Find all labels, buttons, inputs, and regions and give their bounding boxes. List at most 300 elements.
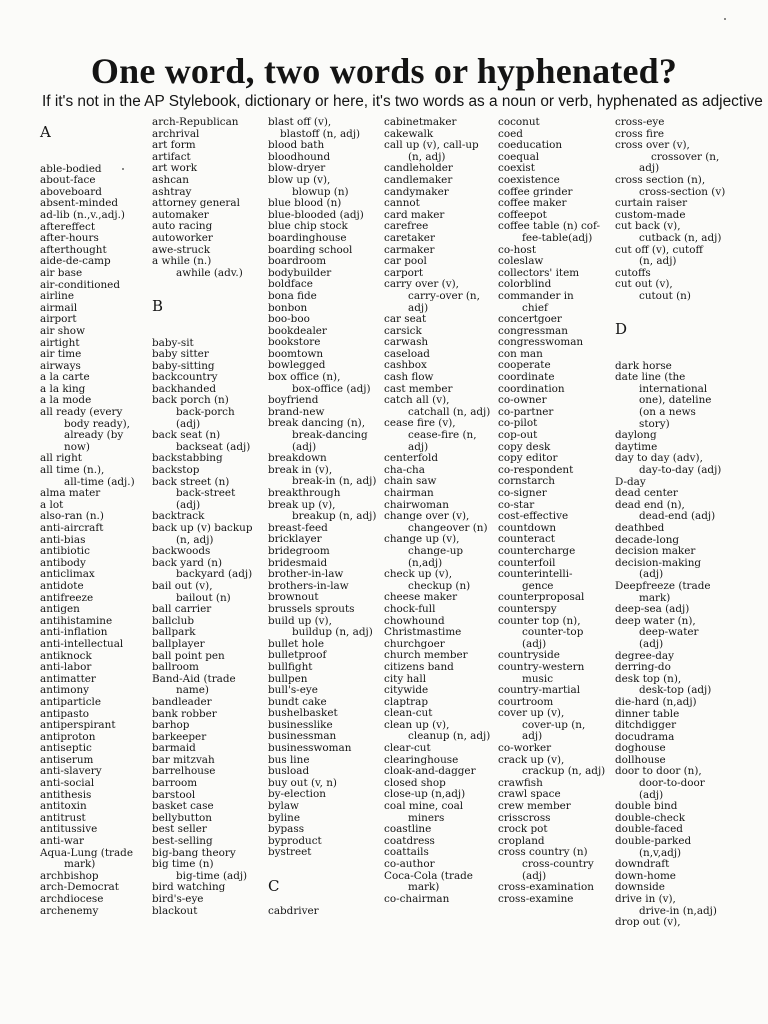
section-letter: A — [40, 123, 51, 141]
entry-word: coconut — [498, 116, 540, 128]
entry-word: catch all (v), — [384, 394, 450, 407]
entry-word: bushelbasket — [268, 707, 338, 720]
entry-word: cashbox — [384, 359, 427, 372]
entry-word: archdiocese — [40, 893, 104, 905]
entry-word: bonbon — [268, 301, 308, 314]
entry-word: backtrack — [152, 510, 205, 523]
word-column-4 — [384, 117, 490, 905]
entry-word: break in (v), — [268, 463, 333, 476]
entry-word: candleholder — [384, 162, 453, 175]
entry-continuation: mark) — [64, 858, 96, 871]
entry-word: country-martial — [498, 684, 581, 697]
entry-continuation: desk-top (adj) — [639, 684, 712, 697]
entry-word: coordinate — [498, 371, 555, 384]
entry-continuation: mark) — [639, 591, 671, 604]
entry-word: cease fire (v), — [384, 417, 456, 430]
entry-word: antiseptic — [40, 742, 92, 755]
entry-continuation: buildup (n, adj) — [292, 626, 373, 639]
entry-word: automaker — [152, 208, 209, 221]
entry-word: blackout — [152, 904, 198, 917]
entry-word: close-up (n,adj) — [384, 788, 466, 801]
entry-word: cabdriver — [268, 904, 319, 917]
entry-word: cross over (v), — [615, 139, 690, 152]
entry-word: cabinetmaker — [384, 116, 457, 128]
entry-word: churchgoer — [384, 637, 445, 650]
entry-continuation: door-to-door — [639, 777, 705, 790]
entry-continuation: drive-in (n,adj) — [639, 904, 717, 917]
entry-word: absent-minded — [40, 197, 119, 210]
entry-word: breast-feed — [268, 521, 328, 534]
entry-word: drop out (v), — [615, 916, 681, 929]
entry-word: door to door (n), — [615, 765, 702, 778]
entry-word: cross-examination — [498, 881, 594, 894]
entry-word: boyfriend — [268, 394, 319, 407]
entry-continuation: backyard (adj) — [176, 568, 253, 581]
entry-word: all right — [40, 452, 82, 465]
entry-word: barrelhouse — [152, 765, 216, 778]
entry-word: ballpark — [152, 626, 196, 639]
entry-continuation: story) — [639, 417, 670, 430]
entry-word: archrival — [152, 127, 200, 140]
entry-continuation: blastoff (n, adj) — [280, 127, 361, 140]
entry-word: blast off (v), — [268, 116, 332, 128]
entry-continuation: catchall (n, adj) — [408, 405, 491, 418]
entry-continuation: cleanup (n, adj) — [408, 730, 491, 743]
entry-word: alma mater — [40, 487, 101, 500]
entry-word: daytime — [615, 440, 658, 453]
entry-word: cross section (n), — [615, 173, 706, 186]
entry-continuation: international — [639, 382, 708, 395]
entry-continuation: break-dancing — [292, 429, 368, 442]
entry-word: counterproposal — [498, 591, 585, 604]
entry-word: coffee maker — [498, 197, 567, 210]
entry-word: drive in (v), — [615, 893, 676, 905]
entry-word: card maker — [384, 208, 445, 221]
entry-word: coleslaw — [498, 255, 544, 268]
entry-word: con man — [498, 347, 543, 360]
entry-word: counterspy — [498, 602, 557, 615]
entry-word: chowhound — [384, 614, 445, 627]
entry-word: counterintelli- — [498, 568, 573, 581]
entry-word: brothers-in-law — [268, 579, 349, 592]
entry-word: airtight — [40, 336, 80, 349]
spacer — [152, 326, 253, 338]
entry-word: brother-in-law — [268, 568, 344, 581]
entry-word: bylaw — [268, 800, 299, 813]
entry-word: aftereffect — [40, 220, 96, 233]
entry-word: archenemy — [40, 904, 99, 917]
entry-word: bird watching — [152, 881, 226, 894]
spacer — [40, 152, 135, 164]
entry-continuation: break-in (n, adj) — [292, 475, 377, 488]
entry-word: chock-full — [384, 602, 436, 615]
entry-continuation: back-porch — [176, 406, 235, 419]
entry-word: cloak-and-dagger — [384, 765, 476, 778]
entry-word: colorblind — [498, 278, 552, 291]
entry-word: congressman — [498, 324, 568, 337]
entry-word: antiperspirant — [40, 719, 116, 732]
entry-word: cheese maker — [384, 591, 458, 604]
entry-word: antifreeze — [40, 591, 94, 604]
entry-word: back yard (n) — [152, 556, 223, 569]
entry-continuation: checkup (n) — [408, 579, 471, 592]
entry-continuation: carry-over (n, — [408, 289, 480, 302]
entry-word: bulletproof — [268, 649, 327, 662]
entry-word: blue chip stock — [268, 220, 348, 233]
entry-word: deep-sea (adj) — [615, 603, 690, 616]
entry-word: coatdress — [384, 834, 435, 847]
entry-continuation: adj) — [639, 162, 660, 175]
entry-word: date line (the — [615, 371, 686, 384]
entry-word: businesswoman — [268, 742, 352, 755]
entry-word: bird's-eye — [152, 893, 204, 905]
entry-word: counter top (n), — [498, 614, 581, 627]
entry-continuation: bailout (n) — [176, 591, 231, 604]
entry-continuation: counter-top — [522, 626, 584, 639]
entry-continuation: change-up — [408, 544, 464, 557]
entry-continuation: cross-country — [522, 858, 594, 870]
entry-word: boldface — [268, 278, 313, 291]
entry-continuation: already (by — [64, 429, 124, 442]
entry-word: countryside — [498, 649, 560, 662]
entry-word: back street (n) — [152, 475, 230, 488]
entry-word: best-selling — [152, 835, 213, 848]
entry-continuation: awhile (adv.) — [176, 266, 243, 279]
entry-word: cut out (v), — [615, 278, 673, 291]
entry-word: church member — [384, 649, 468, 662]
entry-word: artifact — [152, 150, 191, 163]
entry-continuation: box-office (adj) — [292, 382, 371, 395]
entry-word: chain saw — [384, 475, 437, 488]
entry-word: counterfoil — [498, 556, 556, 569]
entry-word: co-star — [498, 498, 535, 511]
entry-word: antiproton — [40, 730, 96, 743]
entry-word: ball point pen — [152, 649, 225, 662]
entry-word: big-bang theory — [152, 846, 236, 859]
entry-word: courtroom — [498, 695, 554, 708]
entry-word: aide-de-camp — [40, 255, 111, 268]
entry-word: clean up (v), — [384, 718, 450, 731]
entry-word: able-bodied — [40, 162, 102, 175]
section-letter: C — [268, 876, 280, 895]
entry-word: cash flow — [384, 371, 434, 384]
entry-word: docudrama — [615, 730, 675, 743]
entry-word: breakthrough — [268, 487, 341, 499]
entry-continuation: all-time (adj.) — [64, 475, 135, 488]
entry-continuation: cutback (n, adj) — [639, 231, 722, 244]
entry-continuation: adj) — [408, 301, 429, 314]
entry-word: best seller — [152, 823, 207, 836]
entry-word: a la mode — [40, 394, 92, 407]
entry-word: cutoffs — [615, 266, 651, 279]
entry-word: air time — [40, 348, 82, 361]
entry-continuation: adj) — [522, 730, 543, 743]
entry-word: cross fire — [615, 127, 665, 140]
entry-word: anti-inflation — [40, 626, 108, 639]
entry-word: antiparticle — [40, 695, 101, 708]
entry-word: deathbed — [615, 522, 665, 534]
entry-word: double bind — [615, 800, 678, 813]
entry-word: coordination — [498, 382, 565, 395]
entry-continuation: (adj) — [292, 440, 317, 453]
entry-word: bullet hole — [268, 637, 325, 650]
entry-word: art form — [152, 139, 196, 152]
entry-word: bypass — [268, 823, 305, 836]
entry-word: art work — [152, 162, 198, 175]
entry-word: anti-labor — [40, 661, 92, 674]
entry-word: bookstore — [268, 336, 321, 349]
entry-word: cross country (n) — [498, 846, 588, 859]
entry-word: aboveboard — [40, 185, 102, 198]
entry-word: air show — [40, 324, 85, 337]
entry-word: double-faced — [615, 823, 683, 836]
entry-word: antipasto — [40, 707, 89, 720]
entry-word: clearinghouse — [384, 753, 459, 766]
entry-word: bellybutton — [152, 811, 212, 824]
entry-word: build up (v), — [268, 614, 332, 627]
entry-word: coffee table (n) cof- — [498, 220, 601, 233]
entry-word: bookdealer — [268, 324, 327, 337]
entry-word: cross-eye — [615, 116, 665, 128]
entry-word: afterthought — [40, 243, 107, 256]
entry-continuation: (n, adj) — [639, 255, 677, 268]
entry-word: cha-cha — [384, 463, 425, 476]
entry-word: copy desk — [498, 440, 551, 453]
entry-word: boomtown — [268, 347, 324, 360]
entry-word: cast member — [384, 382, 453, 395]
entry-word: antibody — [40, 556, 86, 569]
entry-word: breakdown — [268, 452, 327, 465]
entry-word: co-signer — [498, 487, 547, 499]
entry-word: anti-war — [40, 835, 84, 848]
entry-word: downside — [615, 881, 665, 894]
spacer — [152, 279, 253, 291]
spacer — [615, 303, 725, 315]
entry-word: basket case — [152, 800, 214, 813]
entry-word: citywide — [384, 684, 429, 697]
entry-word: cut back (v), — [615, 220, 681, 233]
entry-word: coattails — [384, 846, 429, 859]
entry-word: blow up (v), — [268, 173, 331, 186]
entry-word: downdraft — [615, 858, 670, 871]
entry-word: blue-blooded (adj) — [268, 208, 364, 221]
scan-speck — [122, 168, 124, 170]
entry-word: crawl space — [498, 788, 561, 801]
entry-word: anti-bias — [40, 533, 86, 546]
entry-word: attorney general — [152, 197, 240, 210]
entry-word: box office (n), — [268, 371, 341, 384]
entry-word: awe-struck — [152, 243, 211, 256]
entry-word: antitoxin — [40, 800, 87, 813]
entry-word: clear-cut — [384, 742, 431, 755]
entry-word: ballroom — [152, 661, 199, 674]
entry-word: Aqua-Lung (trade — [40, 846, 133, 859]
entry-word: down-home — [615, 869, 676, 882]
entry-continuation: (on a news — [639, 406, 696, 419]
word-column-3 — [268, 117, 376, 917]
entry-word: ditchdigger — [615, 719, 677, 732]
entry-continuation: now) — [64, 440, 90, 453]
entry-word: bar mitzvah — [152, 753, 215, 766]
entry-word: chairman — [384, 487, 434, 499]
entry-word: boarding school — [268, 243, 353, 256]
entry-word: co-worker — [498, 742, 552, 755]
entry-continuation: body ready), — [64, 417, 130, 430]
entry-word: dollhouse — [615, 753, 666, 766]
entry-continuation: (adj) — [522, 637, 547, 650]
entry-word: co-partner — [498, 405, 554, 418]
entry-word: co-pilot — [498, 417, 538, 430]
entry-word: byproduct — [268, 834, 322, 847]
entry-word: cop-out — [498, 429, 538, 442]
entry-word: cross-examine — [498, 892, 574, 905]
entry-word: arch-Republican — [152, 116, 239, 128]
entry-word: barstool — [152, 788, 196, 801]
entry-word: baby-sitting — [152, 359, 215, 372]
entry-word: coffee grinder — [498, 185, 573, 198]
entry-word: brownout — [268, 591, 319, 604]
entry-word: bundt cake — [268, 695, 327, 708]
entry-word: antithesis — [40, 788, 92, 801]
entry-word: anti-social — [40, 777, 95, 790]
entry-word: custom-made — [615, 208, 686, 221]
entry-word: copy editor — [498, 452, 558, 465]
entry-word: break up (v), — [268, 498, 336, 511]
entry-word: antihistamine — [40, 614, 113, 627]
entry-word: antigen — [40, 603, 80, 616]
entry-word: airline — [40, 290, 74, 303]
entry-word: coal mine, coal — [384, 800, 464, 813]
entry-word: crack up (v), — [498, 753, 565, 766]
word-column-2 — [152, 117, 253, 917]
entry-word: decision-making — [615, 556, 702, 569]
entry-word: bowlegged — [268, 359, 326, 372]
entry-word: a while (n.) — [152, 255, 212, 268]
entry-continuation: big-time (adj) — [176, 869, 248, 882]
entry-word: claptrap — [384, 695, 428, 708]
entry-word: auto racing — [152, 220, 213, 233]
entry-continuation: gence — [522, 579, 554, 592]
entry-word: ball carrier — [152, 603, 212, 616]
entry-continuation: mark) — [408, 881, 440, 894]
entry-word: ad-lib (n.,v.,adj.) — [40, 208, 125, 221]
entry-continuation: chief — [522, 301, 548, 314]
entry-word: backcountry — [152, 371, 218, 384]
entry-continuation: backseat (adj) — [176, 440, 251, 453]
entry-word: about-face — [40, 174, 96, 187]
entry-continuation: dead-end (adj) — [639, 510, 716, 523]
entry-word: dead end (n), — [615, 498, 685, 511]
entry-word: commander in — [498, 289, 574, 302]
entry-word: bus line — [268, 753, 310, 766]
entry-word: antiknock — [40, 649, 92, 662]
entry-word: cost-effective — [498, 510, 569, 523]
entry-word: all time (n.), — [40, 464, 105, 477]
entry-word: bank robber — [152, 707, 217, 720]
entry-word: backwoods — [152, 545, 211, 558]
entry-word: cakewalk — [384, 127, 434, 140]
entry-word: candymaker — [384, 185, 449, 198]
entry-word: coequal — [498, 150, 540, 163]
entry-word: barroom — [152, 777, 198, 790]
word-column-5 — [498, 117, 605, 905]
entry-continuation: music — [522, 672, 554, 685]
entry-word: double-parked — [615, 835, 692, 848]
entry-word: co-host — [498, 243, 537, 256]
word-column-1 — [40, 117, 135, 917]
entry-word: cover up (v), — [498, 707, 565, 720]
entry-continuation: (adj) — [522, 869, 547, 882]
entry-word: antidote — [40, 579, 84, 592]
entry-word: co-respondent — [498, 463, 574, 476]
entry-word: caseload — [384, 347, 430, 360]
entry-word: day to day (adv), — [615, 452, 703, 465]
entry-word: centerfold — [384, 452, 439, 465]
entry-word: blue blood (n) — [268, 197, 342, 210]
entry-word: bail out (v), — [152, 579, 213, 592]
entry-word: antitussive — [40, 823, 98, 836]
entry-word: arch-Democrat — [40, 881, 119, 894]
entry-word: cannot — [384, 197, 420, 210]
spacer — [268, 859, 376, 871]
page-title: One word, two words or hyphenated? — [90, 51, 678, 91]
entry-word: boo-boo — [268, 313, 310, 326]
entry-word: collectors' item — [498, 266, 580, 279]
entry-word: bandleader — [152, 695, 212, 708]
entry-word: barhop — [152, 719, 190, 732]
entry-word: cropland — [498, 834, 545, 847]
entry-word: countdown — [498, 521, 557, 534]
entry-word: coexistence — [498, 173, 560, 186]
entry-word: autoworker — [152, 231, 213, 244]
entry-word: after-hours — [40, 232, 99, 245]
entry-word: double-check — [615, 811, 686, 824]
entry-word: barkeeper — [152, 730, 207, 743]
entry-word: degree-day — [615, 649, 674, 662]
entry-word: boardinghouse — [268, 231, 347, 244]
entry-word: backstop — [152, 464, 200, 477]
entry-continuation: (n,v,adj) — [639, 846, 682, 859]
entry-word: bullpen — [268, 672, 308, 685]
entry-word: car seat — [384, 313, 427, 326]
entry-word: backstabbing — [152, 452, 223, 465]
entry-continuation: crackup (n, adj) — [522, 765, 606, 778]
section-letter: B — [152, 296, 164, 315]
entry-word: a lot — [40, 498, 64, 511]
entry-word: check up (v), — [384, 568, 453, 581]
word-column-6 — [615, 117, 725, 929]
scan-speck — [724, 18, 726, 20]
entry-word: coexist — [498, 162, 535, 175]
entry-word: coastline — [384, 823, 432, 836]
entry-word: by-election — [268, 788, 326, 801]
entry-word: anti-intellectual — [40, 637, 124, 650]
entry-word: chairwoman — [384, 498, 449, 511]
entry-word: citizens band — [384, 660, 454, 673]
entry-word: bullfight — [268, 660, 313, 673]
entry-continuation: fee-table(adj) — [522, 231, 593, 244]
entry-word: clean-cut — [384, 707, 433, 720]
entry-word: concertgoer — [498, 313, 562, 326]
entry-word: antibiotic — [40, 545, 90, 558]
entry-word: ashtray — [152, 185, 192, 198]
entry-word: antiserum — [40, 753, 94, 766]
entry-word: carefree — [384, 220, 429, 233]
entry-continuation: adj) — [408, 440, 429, 453]
entry-continuation: cover-up (n, — [522, 718, 586, 731]
entry-word: anti-aircraft — [40, 522, 104, 534]
entry-word: blow-dryer — [268, 162, 326, 175]
